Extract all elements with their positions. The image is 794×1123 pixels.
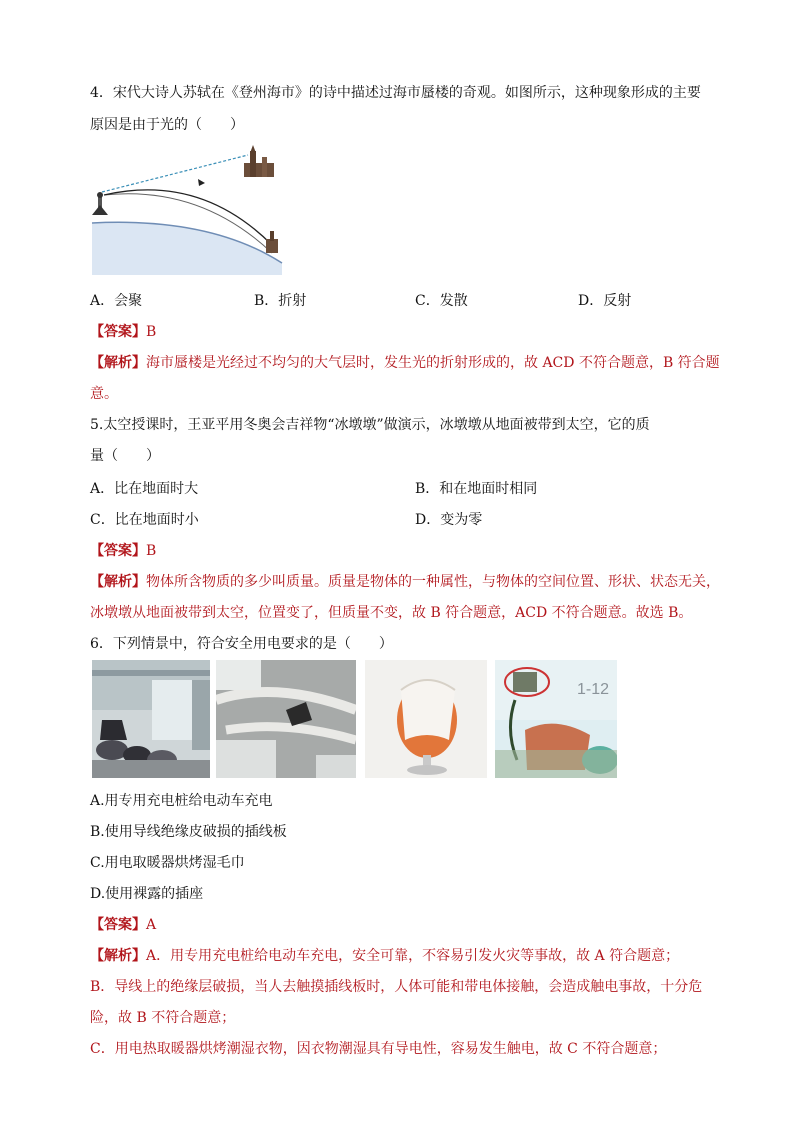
real-object-icon	[266, 231, 278, 253]
q5-option-a[interactable]: A．比在地面时大	[90, 481, 199, 497]
q6-answer	[90, 916, 156, 934]
photo-charging-station	[92, 660, 210, 778]
q4-option-d[interactable]: D．反射	[578, 293, 632, 309]
q6-option-b[interactable]: B.使用导线绝缘皮破损的插线板	[90, 824, 287, 840]
q4-option-b[interactable]: B．折射	[254, 293, 307, 309]
q5-option-d[interactable]: D．变为零	[415, 512, 483, 528]
q4-analysis-label: 【解析】	[90, 355, 146, 371]
q4-option-c[interactable]: C．发散	[415, 293, 468, 309]
ray-arrow	[198, 179, 205, 186]
q5-analysis-line2: 冰墩墩从地面被带到太空，位置变了，但质量不变，故 B 符合题意，ACD 不符合题意。故选 B。	[90, 605, 693, 621]
q5-stem-line1: 5.太空授课时，王亚平用冬奥会吉祥物“冰墩墩”做演示，冰墩墩从地面被带到太空，它的质	[90, 417, 650, 433]
photo-sign-text: 1-12	[577, 681, 610, 698]
q6-option-d[interactable]: D.使用裸露的插座	[90, 886, 204, 902]
virtual-image-icon	[244, 145, 274, 177]
mirage-diagram	[90, 145, 290, 275]
q4-answer-value: B	[146, 324, 157, 340]
q6-stem: 6．下列情景中，符合安全用电要求的是（ ）	[90, 636, 393, 652]
q6-answer-value: A	[146, 917, 157, 933]
q4-answer	[90, 323, 156, 341]
q4-analysis-line2: 意。	[90, 386, 118, 402]
earth-surface	[92, 222, 282, 275]
q5-analysis-label: 【解析】	[90, 574, 146, 590]
q4-stem-line2: 原因是由于光的（ ）	[90, 117, 244, 133]
photo-damaged-power-strip	[216, 660, 356, 778]
q4-analysis-line1: 【解析】海市蜃楼是光经过不均匀的大气层时，发生光的折射形成的，故 ACD 不符合题意，B 符合题	[90, 355, 720, 371]
q6-answer-label: 【答案】	[90, 917, 146, 933]
q4-stem-line1: 4．宋代大诗人苏轼在《登州海市》的诗中描述过海市蜃楼的奇观。如图所示，这种现象形成的主要	[90, 85, 701, 101]
q6-option-c[interactable]: C.用电取暖器烘烤湿毛巾	[90, 855, 245, 871]
q5-answer	[90, 542, 156, 560]
q5-option-c[interactable]: C．比在地面时小	[90, 512, 199, 528]
q5-answer-label: 【答案】	[90, 543, 146, 559]
q5-option-b[interactable]: B．和在地面时相同	[415, 481, 538, 497]
line-of-sight	[102, 155, 248, 192]
q6-analysis-line1: 【解析】A．用专用充电桩给电动车充电，安全可靠，不容易引发火灾等事故，故 A 符合题意；	[90, 948, 680, 964]
q5-analysis-line1: 【解析】物体所含物质的多少叫质量。质量是物体的一种属性，与物体的空间位置、形状、状态无关，	[90, 574, 720, 590]
observer-icon	[92, 192, 108, 215]
q6-analysis-line4: C．用电热取暖器烘烤潮湿衣物，因衣物潮湿具有导电性，容易发生触电，故 C 不符合题意；	[90, 1041, 667, 1057]
q5-answer-value: B	[146, 543, 157, 559]
q4-option-a[interactable]: A．会聚	[90, 293, 143, 309]
q4-answer-label: 【答案】	[90, 324, 146, 340]
q5-stem-line2: 量（ ）	[90, 448, 160, 464]
q6-analysis-line3: 险，故 B 不符合题意；	[90, 1010, 236, 1026]
photo-exposed-socket	[495, 660, 617, 778]
photo-heater-towel	[365, 660, 487, 778]
q6-analysis-label: 【解析】	[90, 948, 146, 964]
q6-analysis-line2: B．导线上的绝缘层破损，当人去触摸插线板时，人体可能和带电体接触，会造成触电事故，十分危	[90, 979, 703, 995]
q6-option-a[interactable]: A.用专用充电桩给电动车充电	[90, 793, 273, 809]
